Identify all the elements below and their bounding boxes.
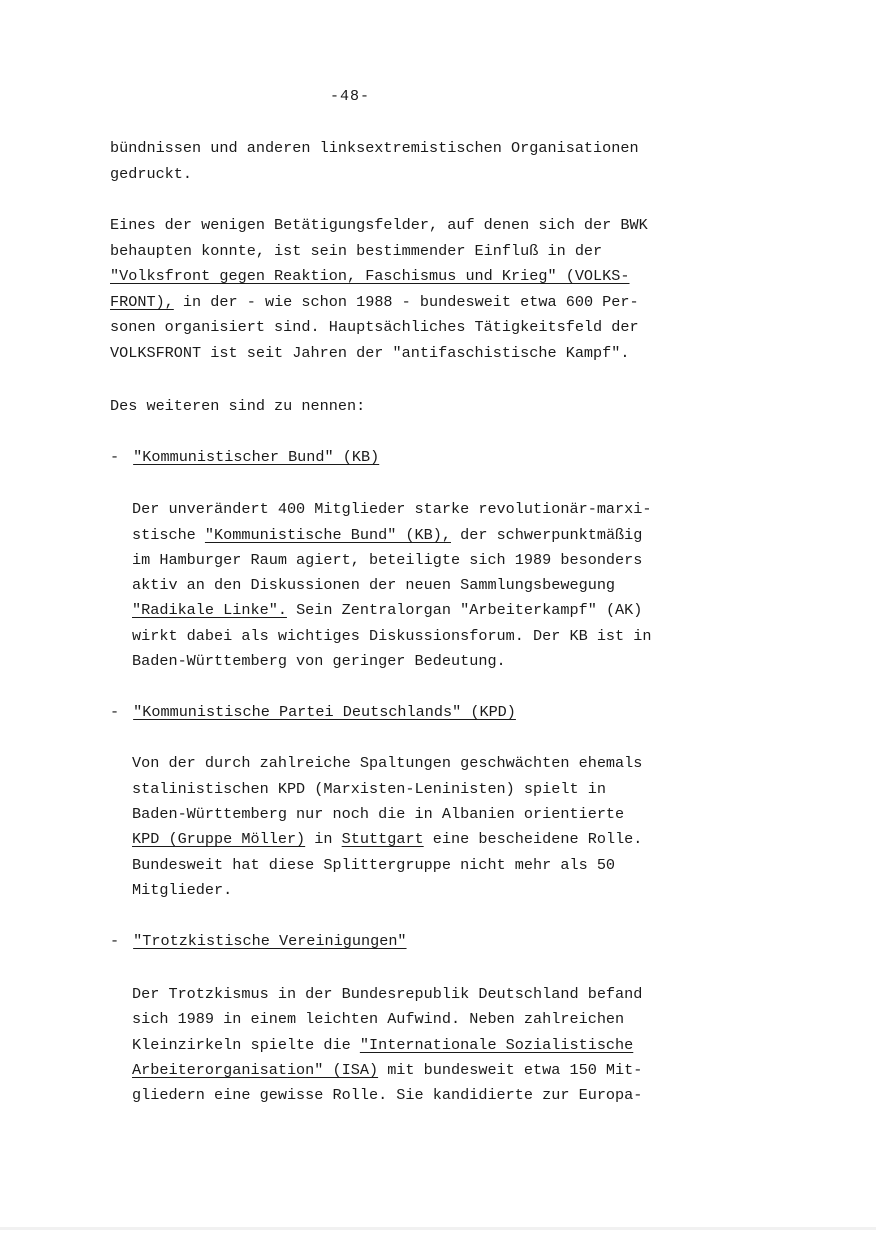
- text-line: sonen organisiert sind. Hauptsächliches Tätigkeitsfeld der: [110, 318, 639, 336]
- text-line: bündnissen und anderen linksextremistischen Organisationen: [110, 139, 639, 157]
- section-heading: [110, 447, 379, 467]
- text-span: in der - wie schon 1988 - bundesweit etwa 600 Per-: [173, 293, 639, 311]
- heading-text: "Kommunistische Partei Deutschlands" (KPD): [133, 703, 516, 721]
- text-line: stalinistischen KPD (Marxisten-Leninisten) spielt in: [132, 780, 606, 798]
- section-heading: [110, 702, 516, 722]
- text-line: Baden-Württemberg von geringer Bedeutung.: [132, 652, 506, 670]
- text-span: Sein Zentralorgan "Arbeiterkampf" (AK): [286, 601, 643, 619]
- underlined-term: "Kommunistische Bund" (KB),: [204, 526, 451, 544]
- bullet-dash: -: [110, 448, 120, 466]
- text-line: Bundesweit hat diese Splittergruppe nicht mehr als 50: [132, 856, 616, 874]
- underlined-term: Arbeiterorganisation" (ISA): [132, 1061, 379, 1079]
- text-span: Kleinzirkeln spielte die: [132, 1036, 360, 1054]
- underlined-term: Stuttgart: [341, 830, 424, 848]
- text-line: [132, 1060, 642, 1080]
- text-line: behaupten konnte, ist sein bestimmender Einfluß in der: [110, 242, 603, 260]
- bullet-dash: -: [110, 703, 120, 721]
- text-line: wirkt dabei als wichtiges Diskussionsforum. Der KB ist in: [132, 627, 652, 645]
- text-line: Der Trotzkismus in der Bundesrepublik Deutschland befand: [132, 985, 643, 1003]
- text-line: Der unverändert 400 Mitglieder starke revolutionär-marxi-: [132, 500, 652, 518]
- text-span: eine bescheidene Rolle.: [423, 830, 643, 848]
- text-line: Von der durch zahlreiche Spaltungen geschwächten ehemals: [132, 754, 643, 772]
- text-span: mit bundesweit etwa 150 Mit-: [378, 1061, 643, 1079]
- text-line: VOLKSFRONT ist seit Jahren der "antifaschistische Kampf".: [110, 344, 630, 362]
- page-edge-shadow: [0, 1227, 876, 1230]
- text-line: Eines der wenigen Betätigungsfelder, auf denen sich der BWK: [110, 216, 648, 234]
- text-line: [110, 292, 639, 312]
- underlined-term: KPD (Gruppe Möller): [132, 830, 306, 848]
- text-line: [132, 829, 642, 849]
- bullet-dash: -: [110, 932, 120, 950]
- heading-text: "Kommunistischer Bund" (KB): [133, 448, 380, 466]
- text-line: gedruckt.: [110, 165, 193, 183]
- text-line: gliedern eine gewisse Rolle. Sie kandidierte zur Europa-: [132, 1086, 643, 1104]
- text-span: der schwerpunktmäßig: [451, 526, 643, 544]
- text-line: sich 1989 in einem leichten Aufwind. Neben zahlreichen: [132, 1010, 625, 1028]
- text-line: aktiv an den Diskussionen der neuen Sammlungsbewegung: [132, 576, 616, 594]
- text-line: [132, 600, 642, 620]
- text-line: Baden-Württemberg nur noch die in Albanien orientierte: [132, 805, 625, 823]
- underlined-term: "Volksfront gegen Reaktion, Faschismus und Krieg" (VOLKS-: [110, 267, 630, 285]
- text-line: [110, 266, 630, 286]
- text-line: [132, 1035, 633, 1055]
- heading-text: "Trotzkistische Vereinigungen": [133, 932, 407, 950]
- text-span: stische: [132, 526, 205, 544]
- underlined-term: "Internationale Sozialistische: [359, 1036, 634, 1054]
- underlined-term: "Radikale Linke".: [132, 601, 287, 619]
- text-span: in: [305, 830, 342, 848]
- text-line: Mitglieder.: [132, 881, 233, 899]
- text-line: [132, 525, 642, 545]
- text-line: im Hamburger Raum agiert, beteiligte sich 1989 besonders: [132, 551, 643, 569]
- page-number: -48-: [329, 88, 370, 105]
- text-line: Des weiteren sind zu nennen:: [110, 397, 366, 415]
- section-heading: [110, 931, 407, 951]
- underlined-term: FRONT),: [110, 293, 174, 311]
